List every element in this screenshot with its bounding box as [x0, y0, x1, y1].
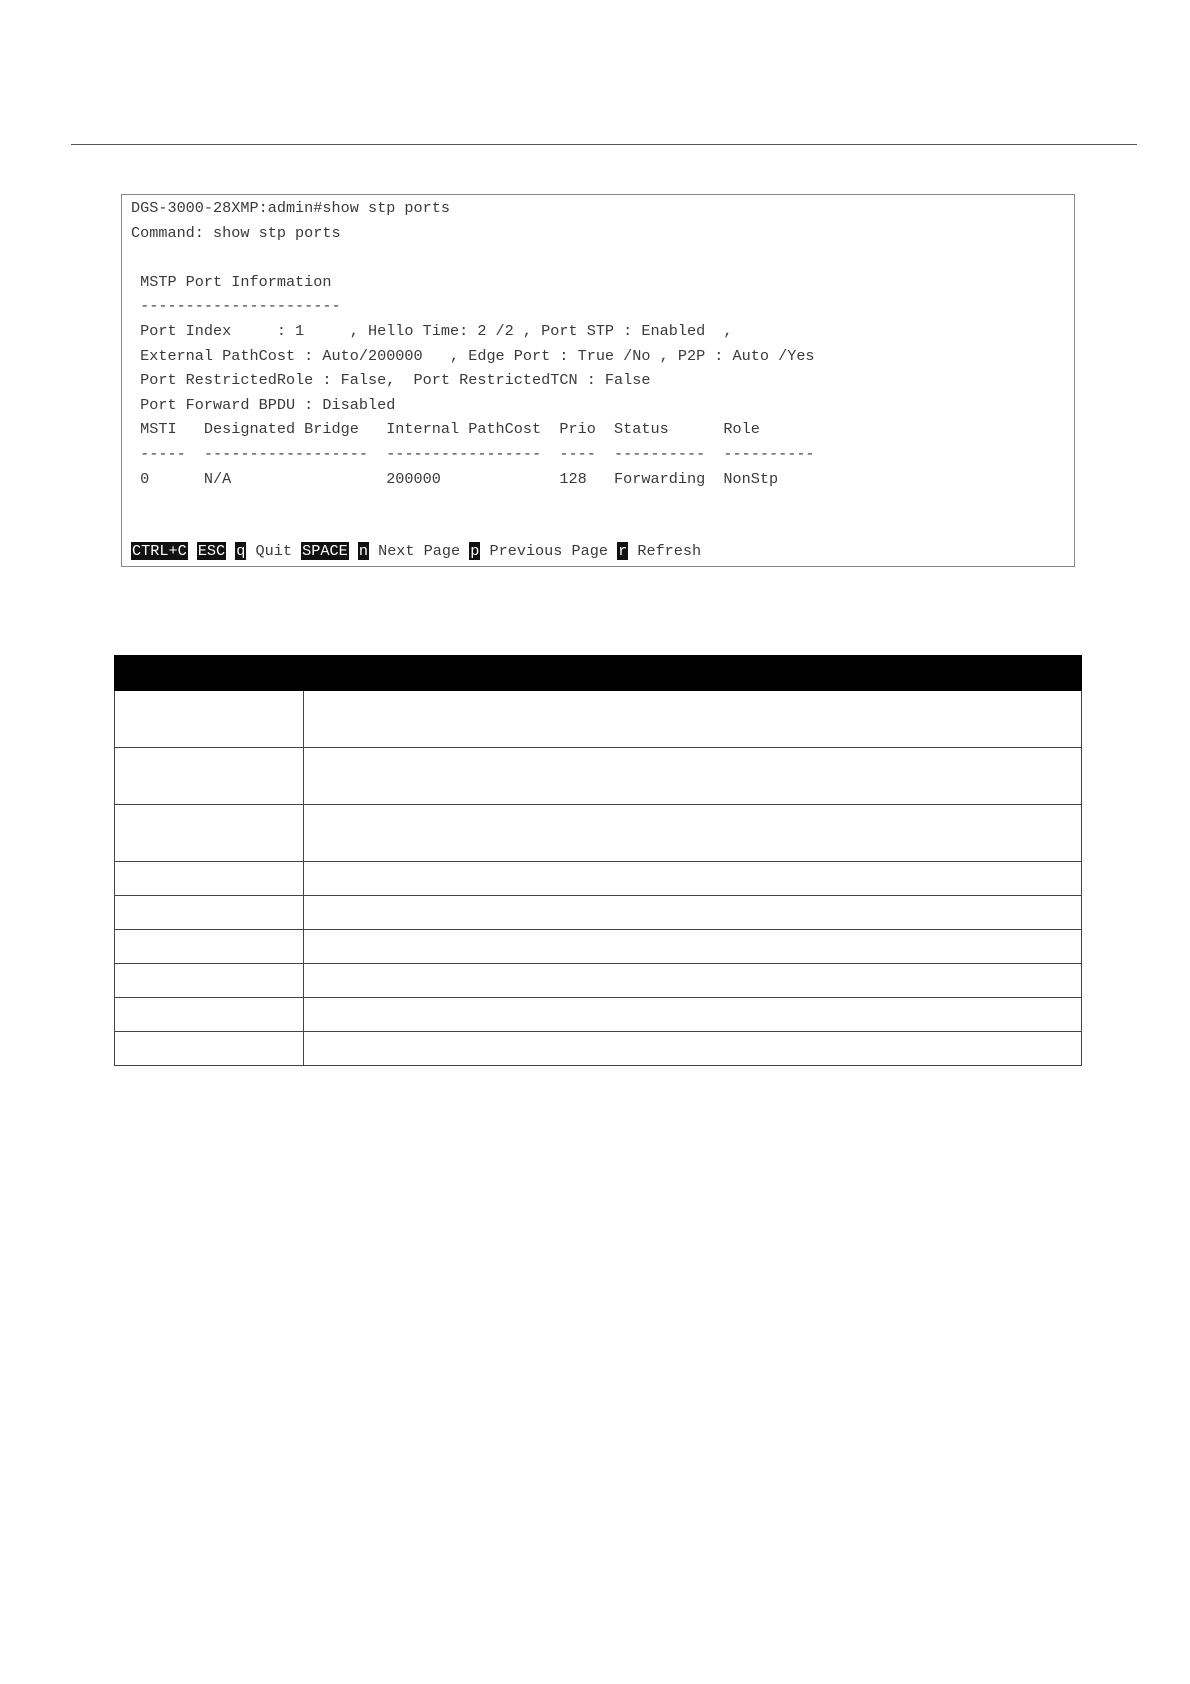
table-header-parameter — [115, 656, 304, 691]
table-row — [115, 964, 1082, 998]
console-line-external-pathcost: External PathCost : Auto/200000 , Edge Port : True /No , P2P : Auto /Yes — [131, 347, 815, 365]
table-cell-description — [304, 805, 1082, 862]
table-cell-parameter — [115, 805, 304, 862]
console-line-prompt: DGS-3000-28XMP:admin#show stp ports — [131, 199, 450, 217]
key-p[interactable]: p — [470, 542, 480, 560]
table-cell-parameter — [115, 691, 304, 748]
key-esc[interactable]: ESC — [197, 542, 226, 560]
table-row — [115, 930, 1082, 964]
key-label-refresh: Refresh — [637, 542, 702, 560]
console-line-command: Command: show stp ports — [131, 224, 341, 242]
table-row — [115, 862, 1082, 896]
key-q[interactable]: q — [236, 542, 246, 560]
console-line-separator: ---------------------- — [131, 297, 341, 315]
table-cell-parameter — [115, 748, 304, 805]
table-cell-description — [304, 691, 1082, 748]
table-header-row — [115, 656, 1082, 691]
table-cell-parameter — [115, 998, 304, 1032]
console-line-port-index: Port Index : 1 , Hello Time: 2 /2 , Port STP : Enabled , — [131, 322, 733, 340]
table-cell-parameter — [115, 964, 304, 998]
console-key-bar — [131, 542, 701, 560]
console-line-restricted: Port RestrictedRole : False, Port RestrictedTCN : False — [131, 371, 651, 389]
table-cell-description — [304, 862, 1082, 896]
table-cell-description — [304, 1032, 1082, 1066]
key-r[interactable]: r — [618, 542, 628, 560]
key-label-quit: Quit — [255, 542, 292, 560]
table-row — [115, 1032, 1082, 1066]
table-cell-parameter — [115, 862, 304, 896]
parameter-description-table — [114, 655, 1082, 1066]
key-n[interactable]: n — [358, 542, 368, 560]
table-row — [115, 896, 1082, 930]
key-space[interactable]: SPACE — [302, 542, 348, 560]
table-cell-parameter — [115, 896, 304, 930]
table-row — [115, 998, 1082, 1032]
table-row — [115, 691, 1082, 748]
console-output-box — [121, 194, 1075, 567]
table-cell-description — [304, 964, 1082, 998]
table-cell-description — [304, 896, 1082, 930]
key-label-previous-page: Previous Page — [489, 542, 608, 560]
key-label-next-page: Next Page — [378, 542, 461, 560]
table-cell-description — [304, 998, 1082, 1032]
header-divider — [71, 144, 1137, 145]
table-cell-parameter — [115, 1032, 304, 1066]
console-line-table-separator: ----- ------------------ ----------------- ---- ---------- ---------- — [131, 445, 815, 463]
table-cell-description — [304, 930, 1082, 964]
console-line-forward-bpdu: Port Forward BPDU : Disabled — [131, 396, 396, 414]
table-row — [115, 748, 1082, 805]
table-row — [115, 805, 1082, 862]
console-line-section-title: MSTP Port Information — [131, 273, 332, 291]
table-header-description — [304, 656, 1082, 691]
table-cell-parameter — [115, 930, 304, 964]
console-line-table-row: 0 N/A 200000 128 Forwarding NonStp — [131, 470, 779, 488]
console-line-table-header: MSTI Designated Bridge Internal PathCost Prio Status Role — [131, 420, 760, 438]
key-ctrl-c[interactable]: CTRL+C — [132, 542, 187, 560]
table-cell-description — [304, 748, 1082, 805]
